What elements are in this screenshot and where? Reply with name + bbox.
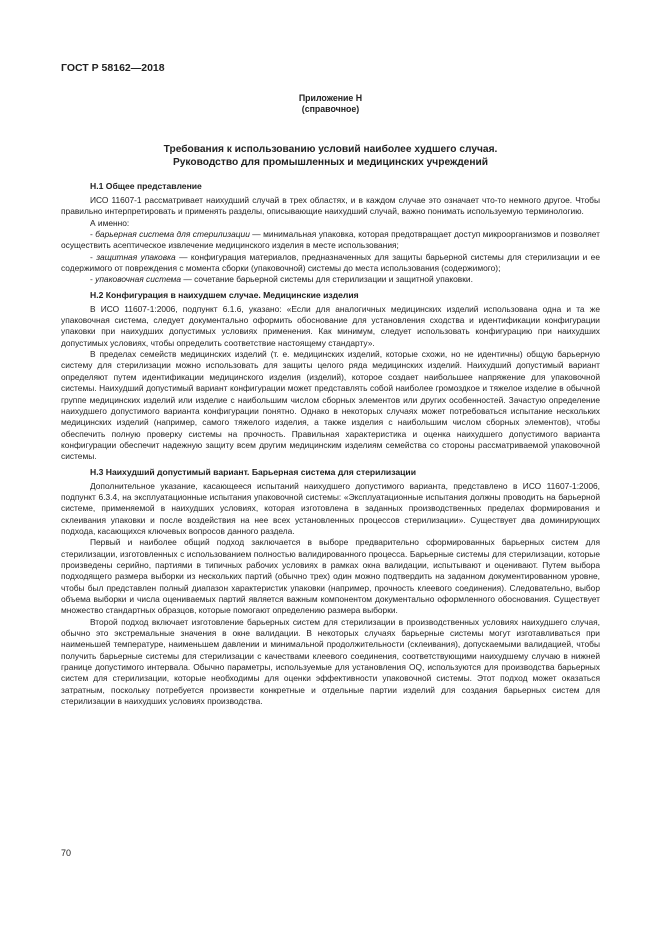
appendix-title <box>61 143 600 169</box>
definition-term: упаковочная система <box>95 274 182 285</box>
document-body <box>61 181 600 707</box>
title-line-1: Требования к использованию условий наиболее худшего случая. <box>163 144 498 155</box>
appendix-heading <box>61 93 600 115</box>
section-2-paragraph-2: В пределах семейств медицинских изделий (т. е. медицинских изделий, которые схожи, но не идентичны) общую барьерную систему для стерилизации можно использовать для защиты целого ряда медицинских изделий. Наихудший допустимый вариант определяют путем идентификации медицинского изделия (изделий), которое создает наибольшее напряжение для упаковочной системы. Наихудший допустимый вариант конфигурации может представлять собой наиболее громоздкое и тяжелое изделие в обычной группе медицинских изделий или изделие с наибольшим числом сборных элементов или других особенностей. Зачастую определение наихудшего допустимого варианта конфигурации понятно. Однако в некоторых случаях может потребоваться испытание нескольких медицинских изделий (например, самого тяжелого изделия, а также изделия с наибольшим числом сборных элементов), чтобы обеспечить полную проверку системы на прочность. Правильная характеристика и оценка наихудшего допустимого варианта конфигурации обеспечит надежную защиту всем другим медицинским изделиям семейства со стороны рассматриваемой упаковочной системы. <box>61 349 600 462</box>
section-3-paragraph-2: Первый и наиболее общий подход заключается в выборе предварительно сформированных барьерных систем для стерилизации, изготовленных с использованием полностью валидированного процесса. Барьерные системы для стерилизации, которые произведены серийно, партиями в типичных рабочих условиях в рамках окна валидации, испытывают и оценивают. Путем выбора подходящего размера выборки из нескольких партий (обычно трех) один можно подтвердить на заданном документированном уровне, чтобы был представлен полный диапазон характеристик упаковки (например, прочность клеевого соединения). Следовательно, выбор объема выборки и числа оцениваемых партий является важным компонентом документально оформленного обоснования. Существует множество стандартных образцов, которые помогают определению размера выборки. <box>61 537 600 616</box>
section-heading-h3: Н.3 Наихудший допустимый вариант. Барьерная система для стерилизации <box>90 466 416 477</box>
definition-text: — минимальная упаковка, которая предотвращает доступ микроорганизмов и позволяет осуществить асептическое извлечение медицинского изделия в месте использования; <box>61 229 600 251</box>
definition-term: барьерная система для стерилизации <box>95 229 250 240</box>
section-1-paragraph-2: А именно: <box>90 217 130 228</box>
document-standard-id: ГОСТ Р 58162—2018 <box>61 62 165 74</box>
definition-text: — конфигурация материалов, предназначенных для защиты барьерной системы для стерилизации и ее содержимого от повреждения с момента сборки (упаковочной) системы до места использования (содержимого); <box>61 251 600 274</box>
appendix-label: Приложение Н <box>298 93 363 103</box>
section-1-paragraph-1: ИСО 11607-1 рассматривает наихудший случай в трех областях, и в каждом случае это означает что-то немного другое. Чтобы правильно интерпретировать и применять разделы, описывающие наихудший случай, важно понимать используемую терминологию. <box>61 195 600 217</box>
page-number: 70 <box>61 848 72 858</box>
definition-item <box>61 252 600 275</box>
definition-item <box>61 274 600 285</box>
section-3-paragraph-1: Дополнительное указание, касающееся испытаний наихудшего допустимого варианта, представлено в ИСО 11607-1:2006, подпункт 6.3.4, на эксплуатационные испытания упаковочной системы: «Эксплуатационные испытания должны проводить на барьерной системе, применяемой в наихудших условиях, которая изготовлена в заданных производственных пределах формирования и склеивания упаковки и после воздействия на нее всех установленных процессов стерилизации». Существует два доминирующих подхода, касающихся ключевых вопросов данного раздела. <box>61 480 600 536</box>
section-2-paragraph-1: В ИСО 11607-1:2006, подпункт 6.1.6, указано: «Если для аналогичных медицинских изделий использована одна и та же упаковочная система, следует документально оформить обоснование для установления сходства и идентификации конфигурации упаковки при наихудших допустимых условиях применения. Как минимум, следует использовать конфигурацию при наихудших допустимых условиях, чтобы определить соответствие настоящему стандарту». <box>61 303 600 348</box>
definition-item <box>61 229 600 252</box>
list-dash: - <box>90 229 96 240</box>
definition-term: защитная упаковка <box>96 251 176 262</box>
definition-text: — сочетание барьерной системы для стерилизации и защитной упаковки. <box>181 274 473 285</box>
appendix-status: (справочное) <box>301 104 360 114</box>
section-heading-h2: Н.2 Конфигурация в наихудшем случае. Медицинские изделия <box>90 289 359 300</box>
list-dash: - <box>90 274 96 285</box>
list-dash: - <box>90 251 97 262</box>
title-line-2: Руководство для промышленных и медицинских учреждений <box>172 157 489 168</box>
section-3-paragraph-3: Второй подход включает изготовление барьерных систем для стерилизации в производственных условиях наихудшего случая, обычно это экстремальные значения в окне валидации. В некоторых случаях барьерные системы могут изготавливаться при наименьшей температуре, наименьшем давлении и минимальной продолжительности (склеивания), допускаемыми валидацией, чтобы получить барьерные системы для стерилизации с качествами клеевого соединения, соответствующими наихудшему случаю в нижней границе допустимого интервала. Обычно параметры, используемые для установления OQ, используются для производства барьерных систем для стерилизации, которые необходимы для оценки эффективности упаковочной системы. Этот подход может оказаться затратным, поскольку потребуется произвести конкретные и отдельные партии изделий для создания барьерных систем для стерилизации в наихудших условиях производства. <box>61 616 600 707</box>
section-heading-h1: Н.1 Общее представление <box>90 181 202 191</box>
